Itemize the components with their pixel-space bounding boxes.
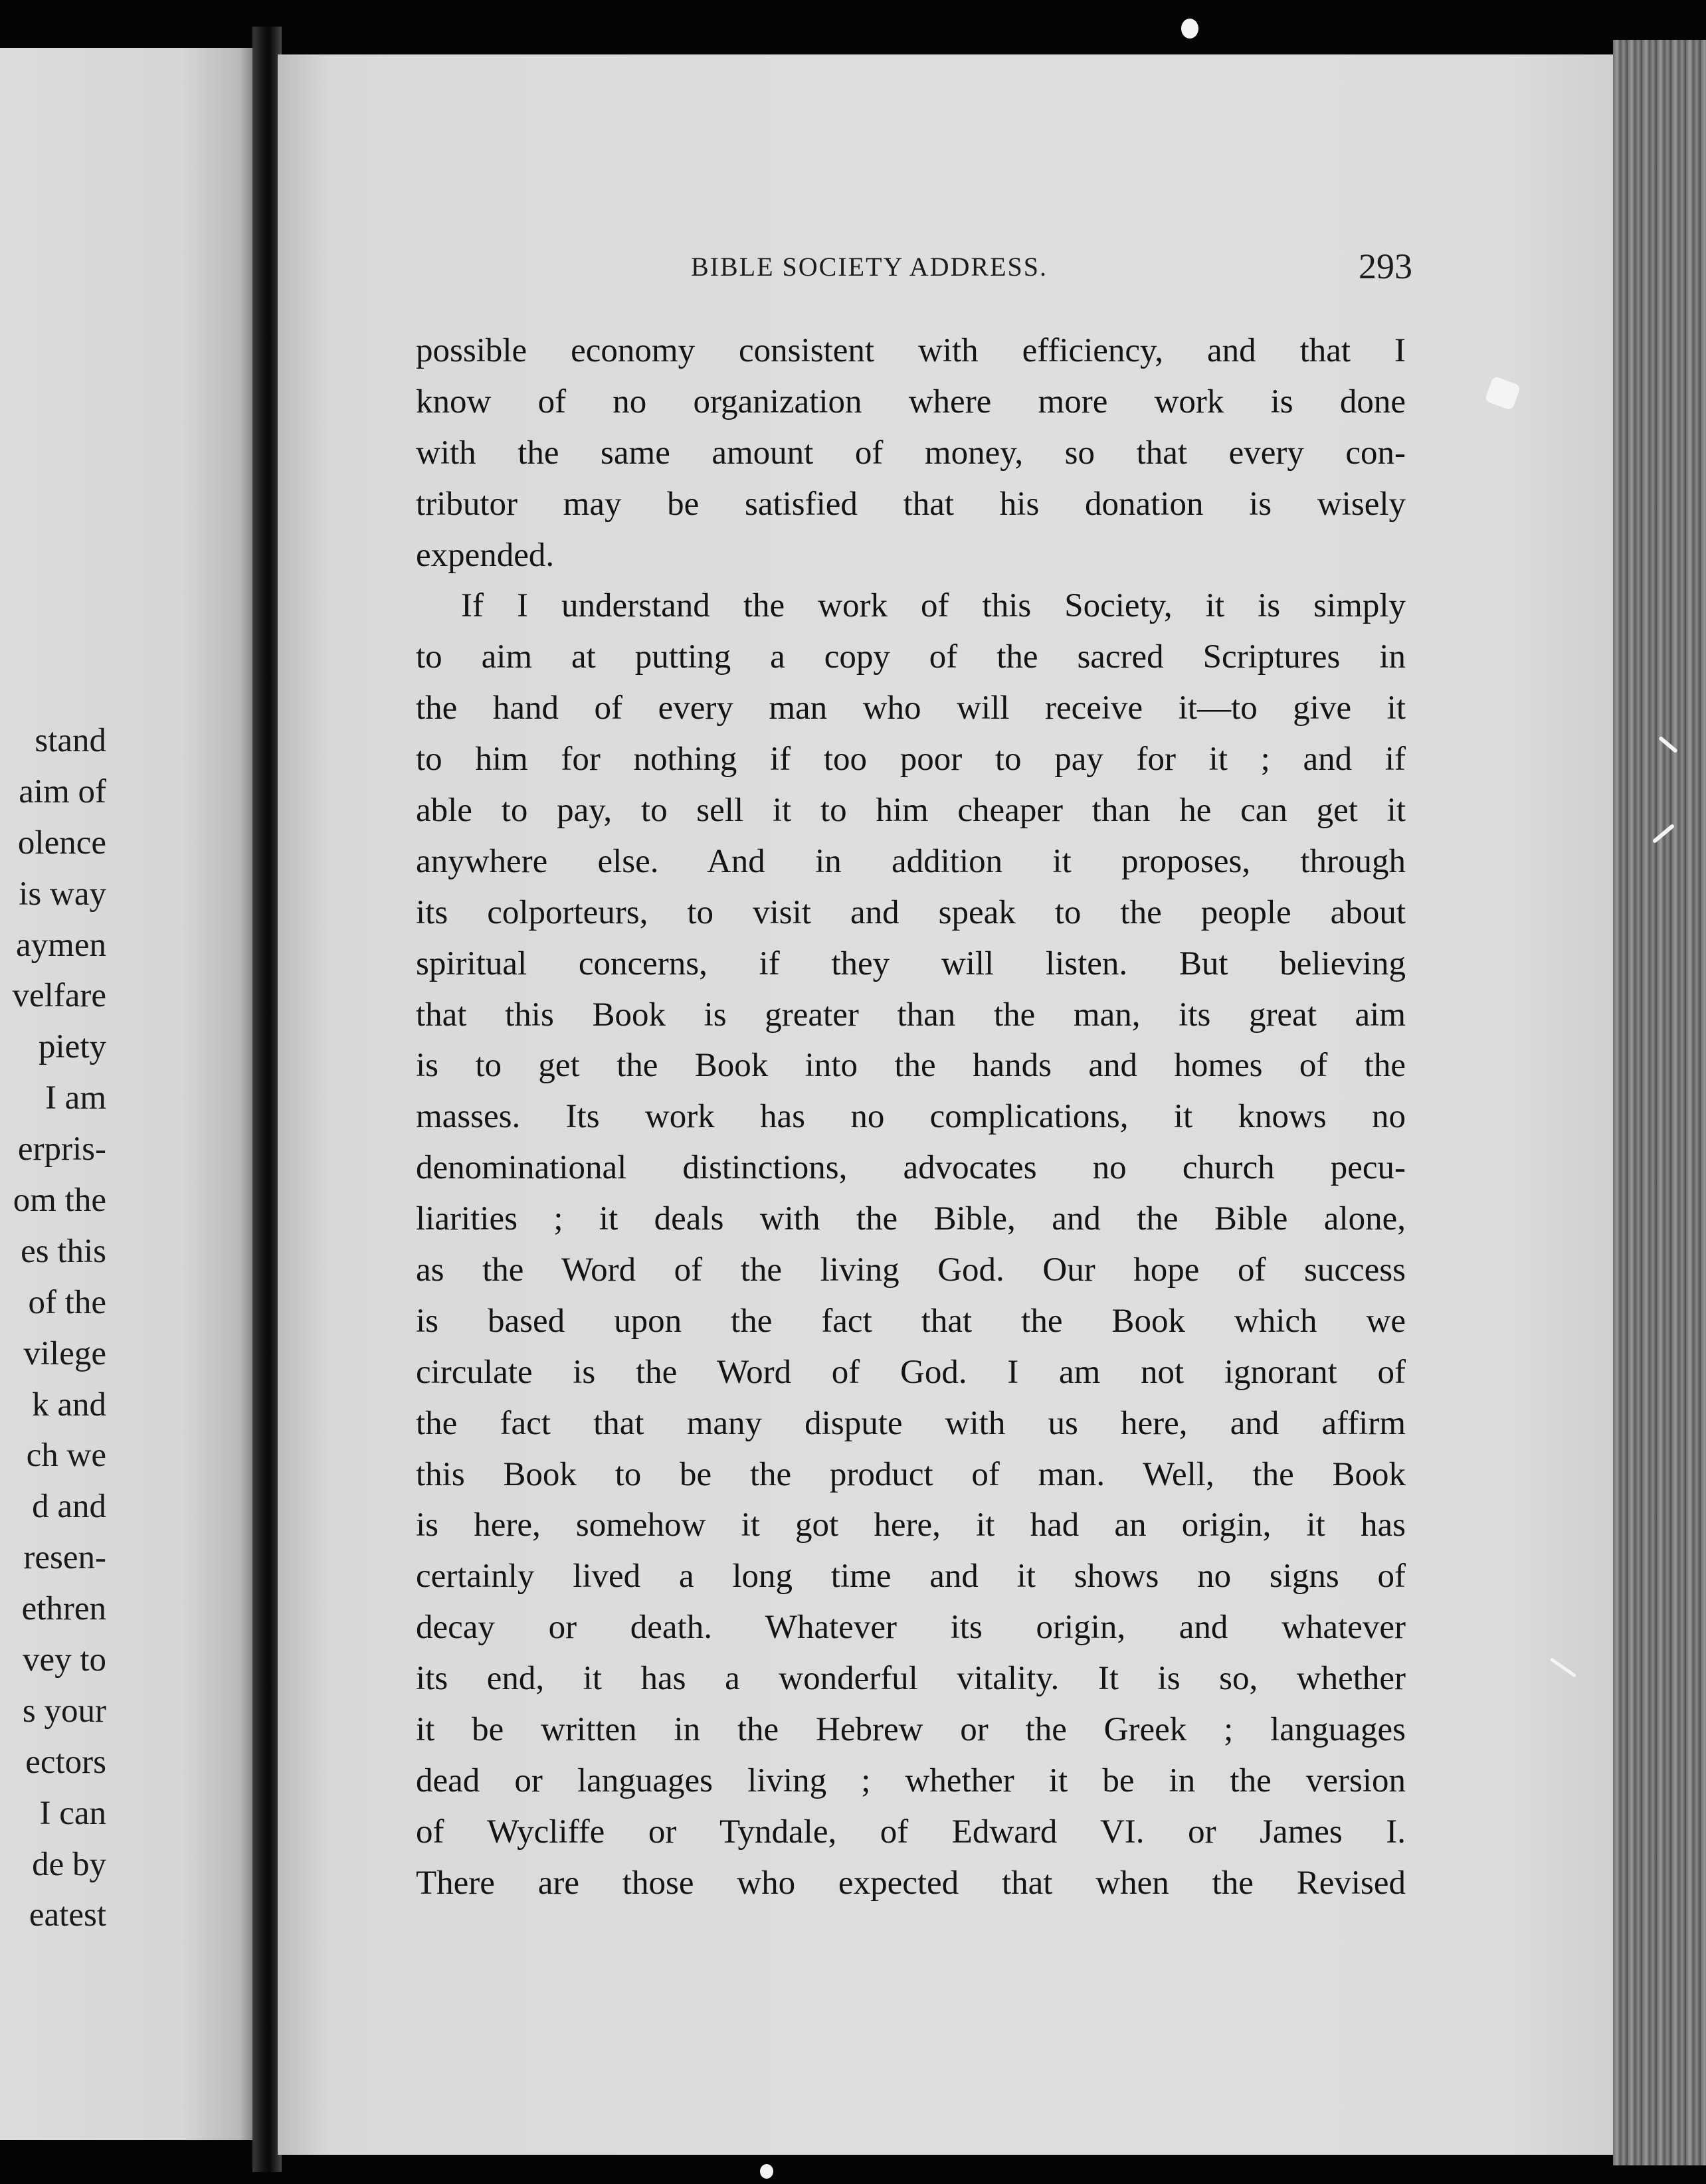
text-line: is based upon the fact that the Book which we: [416, 1302, 1406, 1340]
text-line: anywhere else. And in addition it proposes, through: [416, 842, 1406, 880]
text-line: expended.: [416, 536, 555, 574]
text-line: this Book to be the product of man. Well, the Book: [416, 1455, 1406, 1493]
text-line: liarities ; it deals with the Bible, and the Bible alone,: [416, 1200, 1406, 1238]
text-line: as the Word of the living God. Our hope of success: [416, 1251, 1406, 1289]
left-fragment: I am: [45, 1079, 106, 1117]
text-line: to aim at putting a copy of the sacred Scriptures in: [416, 638, 1406, 676]
body-text: [416, 325, 1406, 1909]
text-line: dead or languages living ; whether it be in the version: [416, 1762, 1406, 1799]
page-header: [691, 246, 1412, 292]
left-fragment: stand: [35, 722, 106, 759]
text-line: is here, somehow it got here, it had an origin, it has: [416, 1506, 1406, 1544]
left-fragment: eatest: [29, 1896, 106, 1934]
left-fragment: olence: [17, 824, 106, 862]
page-edges: [1613, 40, 1706, 2165]
text-line: of Wycliffe or Tyndale, of Edward VI. or James I.: [416, 1813, 1406, 1851]
left-fragment: piety: [39, 1028, 106, 1066]
text-line: decay or death. Whatever its origin, and whatever: [416, 1609, 1406, 1647]
text-line: it be written in the Hebrew or the Greek ; languages: [416, 1711, 1406, 1749]
left-fragment: I can: [39, 1794, 106, 1832]
left-fragment: resen-: [23, 1539, 106, 1577]
text-line: denominational distinctions, advocates no church pecu-: [416, 1149, 1406, 1187]
left-fragment: ectors: [25, 1743, 106, 1781]
left-fragment: is way: [19, 875, 106, 913]
text-line: tributor may be satisfied that his donation is wisely: [416, 485, 1406, 523]
running-head: BIBLE SOCIETY ADDRESS.: [691, 252, 1048, 282]
left-fragment: ethren: [21, 1590, 106, 1628]
text-line: know of no organization where more work is done: [416, 383, 1406, 420]
left-fragment: ch we: [26, 1437, 106, 1475]
left-fragment: erpris-: [17, 1131, 106, 1168]
left-page-text-fragments: [0, 715, 106, 1941]
text-line: the fact that many dispute with us here, and affirm: [416, 1404, 1406, 1442]
text-line: to him for nothing if too poor to pay for it ; and if: [416, 741, 1406, 778]
left-page: [0, 48, 260, 2140]
left-fragment: of the: [28, 1283, 106, 1321]
left-fragment: de by: [32, 1845, 106, 1883]
text-line: that this Book is greater than the man, its great aim: [416, 996, 1406, 1034]
text-line: the hand of every man who will receive it—to give it: [416, 689, 1406, 727]
text-line: its end, it has a wonderful vitality. It is so, whether: [416, 1660, 1406, 1698]
left-fragment: velfare: [12, 977, 106, 1015]
text-line: masses. Its work has no complications, it knows no: [416, 1098, 1406, 1136]
text-line: its colporteurs, to visit and speak to the people about: [416, 893, 1406, 931]
text-line: is to get the Book into the hands and homes of the: [416, 1047, 1406, 1085]
text-line: spiritual concerns, if they will listen. But believing: [416, 945, 1406, 982]
left-fragment: aymen: [16, 926, 106, 964]
left-fragment: aim of: [19, 773, 106, 810]
left-fragment: s your: [22, 1692, 106, 1730]
text-line: There are those who expected that when the Revised: [416, 1864, 1406, 1902]
dust-speck: [760, 2164, 773, 2179]
left-fragment: es this: [21, 1232, 106, 1270]
text-line: with the same amount of money, so that every con-: [416, 434, 1406, 472]
left-fragment: om the: [13, 1182, 106, 1220]
page-number: 293: [1359, 246, 1412, 286]
text-line: able to pay, to sell it to him cheaper than he can get it: [416, 792, 1406, 830]
text-line: If I understand the work of this Society, it is simply: [461, 587, 1406, 625]
left-fragment: d and: [32, 1488, 106, 1526]
left-fragment: k and: [32, 1386, 106, 1423]
text-line: circulate is the Word of God. I am not ignorant of: [416, 1353, 1406, 1391]
left-fragment: vilege: [23, 1334, 106, 1372]
dust-speck: [1181, 19, 1198, 39]
text-line: certainly lived a long time and it shows no signs of: [416, 1558, 1406, 1595]
text-line: possible economy consistent with efficiency, and that I: [416, 332, 1406, 369]
left-fragment: vey to: [22, 1641, 106, 1679]
